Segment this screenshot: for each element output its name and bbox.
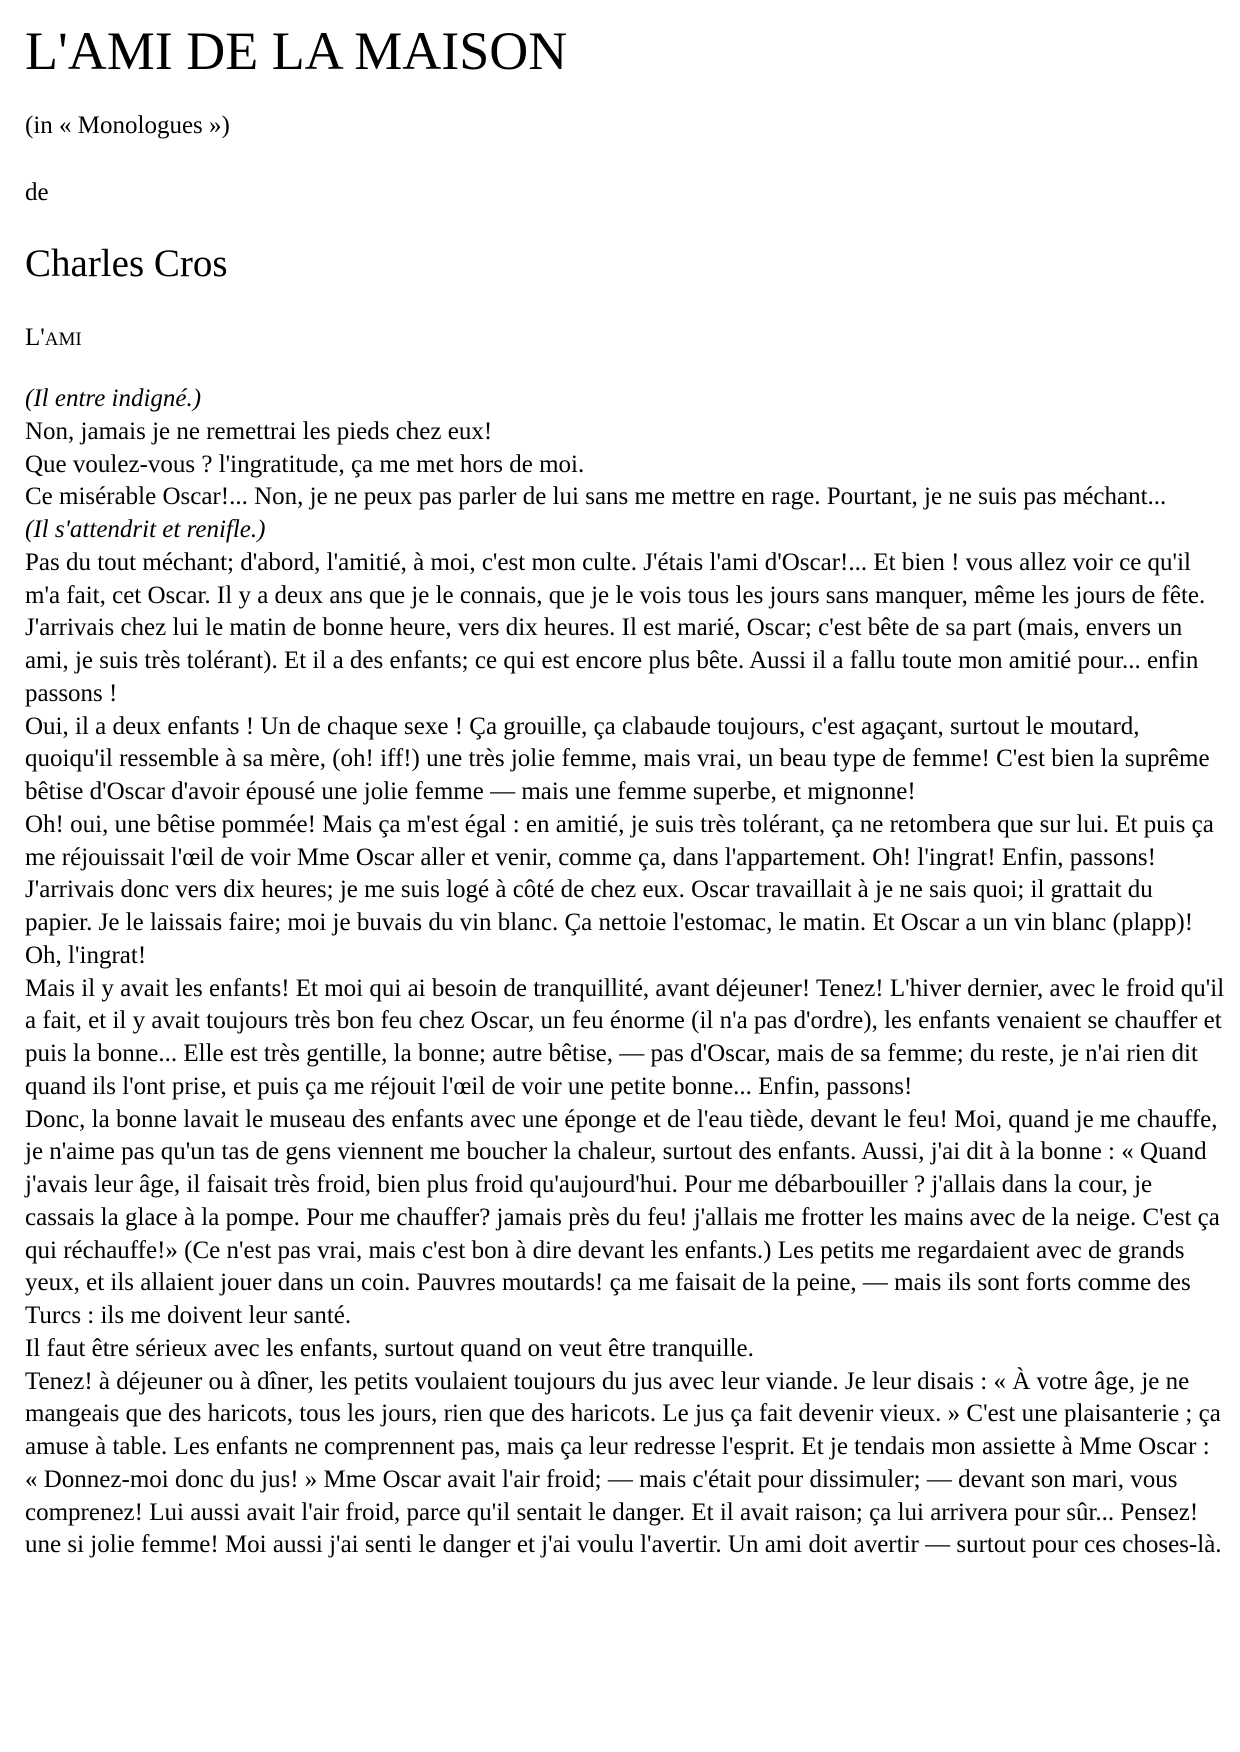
speaker-rest: AMI [44, 329, 82, 350]
monologue-body [25, 383, 1225, 1562]
paragraph: Mais il y avait les enfants! Et moi qui ai besoin de tranquillité, avant déjeuner! Tenez! L'hiver dernier, avec le froid qu'il a fait, et il y avait toujours très bon feu chez Oscar, un feu énorme (il n'a pas d'ordre), les enfants venaient se chauffer et puis la bonne... Elle est très gentille, la bonne; autre bêtise, — pas d'Oscar, mais de sa femme; du reste, je n'ai rien dit quand ils l'ont prise, et puis ça me réjouit l'œil de voir une petite bonne... Enfin, passons! [25, 974, 1225, 1100]
paragraph: Il faut être sérieux avec les enfants, surtout quand on veut être tranquille. [25, 1334, 754, 1362]
paragraph: Non, jamais je ne remettrai les pieds chez eux! [25, 417, 493, 445]
stage-direction: (Il s'attendrit et renifle.) [25, 516, 266, 543]
paragraph: Que voulez-vous ? l'ingratitude, ça me met hors de moi. [25, 450, 585, 478]
paragraph: Pas du tout méchant; d'abord, l'amitié, à moi, c'est mon culte. J'étais l'ami d'Oscar!... Et bien ! vous allez voir ce qu'il m'a fait, cet Oscar. Il y a deux ans que je le connais, que je le vois tous les jours sans manquer, même les jours de fête. J'arrivais chez lui le matin de bonne heure, vers dix heures. Il est marié, Oscar; c'est bête de sa part (mais, envers un ami, je suis très tolérant). Et il a des enfants; ce qui est encore plus bête. Aussi il a fallu toute mon amitié pour... enfin passons ! [25, 548, 1206, 707]
paragraph: Oh! oui, une bêtise pommée! Mais ça m'est égal : en amitié, je suis très tolérant, ça ne retombera que sur lui. Et puis ça me réjouissait l'œil de voir Mme Oscar aller et venir, comme ça, dans l'appartement. Oh! l'ingrat! Enfin, passons! [25, 810, 1214, 871]
source-note: (in « Monologues ») [25, 112, 230, 139]
stage-direction: (Il entre indigné.) [25, 385, 202, 412]
author-name: Charles Cros [25, 242, 228, 285]
speaker-name [25, 323, 82, 355]
paragraph: Tenez! à déjeuner ou à dîner, les petits voulaient toujours du jus avec leur viande. Je leur disais : « À votre âge, je ne mangeais que des haricots, tous les jours, rien que des haricots. Le jus ça fait devenir vieux. » C'est une plaisanterie ; ça amuse à table. Les enfants ne comprennent pas, mais ça leur redresse l'esprit. Et je tendais mon assiette à Mme Oscar : « Donnez-moi donc du jus! » Mme Oscar avait l'air froid; — mais c'était pour dissimuler; — devant son mari, vous comprenez! Lui aussi avait l'air froid, parce qu'il sentait le danger. Et il avait raison; ça lui arrivera pour sûr... Pensez! une si jolie femme! Moi aussi j'ai senti le danger et j'ai voulu l'avertir. Un ami doit avertir — surtout pour ces choses-là. [25, 1367, 1222, 1559]
paragraph: Ce misérable Oscar!... Non, je ne peux pas parler de lui sans me mettre en rage. Pourtant, je ne suis pas méchant... [25, 483, 1167, 511]
paragraph: Oui, il a deux enfants ! Un de chaque sexe ! Ça grouille, ça clabaude toujours, c'est agaçant, surtout le moutard, quoiqu'il ressemble à sa mère, (oh! iff!) une très jolie femme, mais vrai, un beau type de femme! C'est bien la suprême bêtise d'Oscar d'avoir épousé une jolie femme — mais une femme superbe, et mignonne! [25, 712, 1210, 805]
paragraph: J'arrivais donc vers dix heures; je me suis logé à côté de chez eux. Oscar travaillait à je ne sais quoi; il grattait du papier. Je le laissais faire; moi je buvais du vin blanc. Ça nettoie l'estomac, le matin. Et Oscar a un vin blanc (plapp)! Oh, l'ingrat! [25, 876, 1194, 969]
speaker-initial: L' [25, 324, 45, 351]
by-label: de [25, 179, 49, 206]
document-title: L'AMI DE LA MAISON [25, 21, 568, 81]
paragraph: Donc, la bonne lavait le museau des enfants avec une éponge et de l'eau tiède, devant le feu! Moi, quand je me chauffe, je n'aime pas qu'un tas de gens viennent me boucher la chaleur, surtout des enfants. Aussi, j'ai dit à la bonne : « Quand j'avais leur âge, il faisait très froid, bien plus froid qu'aujourd'hui. Pour me débarbouiller ? j'allais dans la cour, je cassais la glace à la pompe. Pour me chauffer? jamais près du feu! j'allais me frotter les mains avec de la neige. C'est ça qui réchauffe!» (Ce n'est pas vrai, mais c'est bon à dire devant les enfants.) Les petits me regardaient avec de grands yeux, et ils allaient jouer dans un coin. Pauvres moutards! ça me faisait de la peine, — mais ils sont forts comme des Turcs : ils me doivent leur santé. [25, 1105, 1220, 1329]
